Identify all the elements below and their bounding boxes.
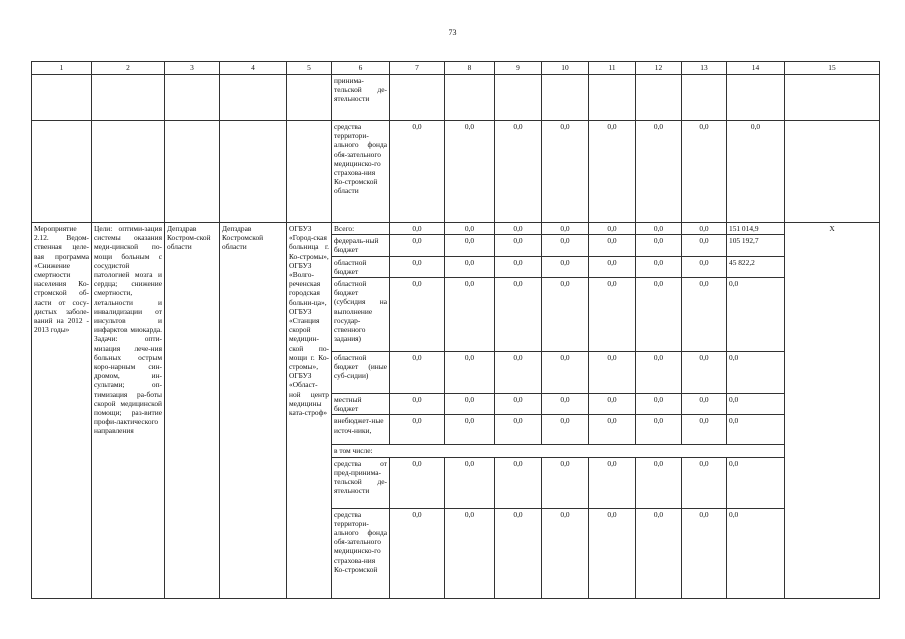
row-label: местный бюджет xyxy=(332,394,390,415)
cell-value: 0,0 xyxy=(542,278,589,352)
cell-value: 0,0 xyxy=(636,415,682,445)
column-header-2: 2 xyxy=(92,62,165,75)
cell-value: 0,0 xyxy=(589,256,636,277)
column-header-1: 1 xyxy=(32,62,92,75)
cell-value: 0,0 xyxy=(727,394,785,415)
measure-col2: Цели: оптими-зация системы оказания меди-цинской по-мощи больным с сосудистой патологией мозга и сердца; снижение смертности, летальности и инвалидизации от инсультов и инфарктов миокарда. Задачи: опти-мизация лече-ния больных острым коро-нарным син-дромом, ин-сультами; оп-тимизация ра-боты скорой медицинской помощи; раз-витие профи-лактического направления xyxy=(92,223,165,599)
cell-value: 0,0 xyxy=(495,235,542,256)
cell-value: 0,0 xyxy=(445,223,495,235)
row-label: областной бюджет xyxy=(332,256,390,277)
cell-value: 0,0 xyxy=(727,457,785,508)
cell-value: 0,0 xyxy=(495,508,542,598)
row-label: средства от пред-принима-тельской де-ятельности xyxy=(332,457,390,508)
cell-value: 0,0 xyxy=(682,256,727,277)
cell-value: 0,0 xyxy=(636,508,682,598)
cell-value: 0,0 xyxy=(589,394,636,415)
cell-value: 0,0 xyxy=(589,415,636,445)
cell-value: 0,0 xyxy=(495,223,542,235)
cell-value: 0,0 xyxy=(589,223,636,235)
cell-value: 0,0 xyxy=(636,394,682,415)
column-header-12: 12 xyxy=(636,62,682,75)
row-label: Всего: xyxy=(332,223,390,235)
cell-value: 0,0 xyxy=(445,352,495,394)
cell-value: 0,0 xyxy=(636,352,682,394)
row-label: в том числе: xyxy=(332,445,785,457)
cell-value: 0,0 xyxy=(390,352,445,394)
cell-value: 0,0 xyxy=(445,394,495,415)
cell-value: 0,0 xyxy=(589,457,636,508)
cell-value: 0,0 xyxy=(495,415,542,445)
cell-value: 0,0 xyxy=(445,415,495,445)
cell-value: 0,0 xyxy=(542,121,589,223)
cell-value: 0,0 xyxy=(495,278,542,352)
cell-value: 0,0 xyxy=(542,223,589,235)
cell-value: 0,0 xyxy=(495,256,542,277)
column-header-3: 3 xyxy=(165,62,220,75)
cell-value: 151 014,9 xyxy=(727,223,785,235)
cell-value: 105 192,7 xyxy=(727,235,785,256)
measure-col1: Мероприятие 2.12. Ведом-ственная целе-вая программа «Снижение смертности населения Ко-стромской об-ласти от сосу-дистых заболе-ваний на 2012 - 2013 годы» xyxy=(32,223,92,599)
cell-value: 0,0 xyxy=(390,235,445,256)
cell-value: 0,0 xyxy=(727,415,785,445)
cell-value: 0,0 xyxy=(542,457,589,508)
column-header-6: 6 xyxy=(332,62,390,75)
measure-col4: Депздрав Костромской области xyxy=(220,223,287,599)
cell-value: 0,0 xyxy=(727,352,785,394)
cell-value: 0,0 xyxy=(542,415,589,445)
cell-value: 0,0 xyxy=(636,457,682,508)
cell-value: 0,0 xyxy=(727,121,785,223)
cell-value: 0,0 xyxy=(589,352,636,394)
cell-value: 0,0 xyxy=(495,121,542,223)
column-header-11: 11 xyxy=(589,62,636,75)
table-row xyxy=(32,75,880,121)
cell-value: 0,0 xyxy=(636,235,682,256)
cell-value: 0,0 xyxy=(495,457,542,508)
cell-value: 0,0 xyxy=(682,235,727,256)
row-label: областной бюджет (иные суб-сидии) xyxy=(332,352,390,394)
cell-value: 0,0 xyxy=(542,256,589,277)
page-number: 73 xyxy=(448,28,457,37)
cell-value: 0,0 xyxy=(727,278,785,352)
cell-value: 0,0 xyxy=(682,121,727,223)
measure-col5: ОГБУЗ «Город-ская больница г. Ко-стромы», ОГБУЗ «Волго-реченская городская больни-ца», ОГБУЗ «Станция скорой медицин-ской по-мощи г. Ко-стромы», ОГБУЗ «Област-ной центр медицины ката-строф» xyxy=(287,223,332,599)
table-row xyxy=(32,223,880,235)
column-header-13: 13 xyxy=(682,62,727,75)
measure-col15: X xyxy=(785,223,880,599)
cell-value: 0,0 xyxy=(542,352,589,394)
cell-value: 0,0 xyxy=(390,457,445,508)
cell-value: 0,0 xyxy=(390,394,445,415)
column-header-7: 7 xyxy=(390,62,445,75)
header-row xyxy=(32,62,880,75)
column-header-4: 4 xyxy=(220,62,287,75)
row-label: областной бюджет (субсидия на выполнение государ-ственного задания) xyxy=(332,278,390,352)
table-row xyxy=(32,121,880,223)
cell-value: 0,0 xyxy=(636,256,682,277)
column-header-14: 14 xyxy=(727,62,785,75)
cell-value: 0,0 xyxy=(445,256,495,277)
cell-value: 0,0 xyxy=(682,278,727,352)
cell-value: 0,0 xyxy=(682,457,727,508)
column-header-8: 8 xyxy=(445,62,495,75)
cell-value: 0,0 xyxy=(589,121,636,223)
row-label: средства территори-ального фонда обя-зательного медицинско-го страхова-ния Ко-стромской области xyxy=(332,121,390,223)
cell-value: 0,0 xyxy=(445,278,495,352)
cell-value: 0,0 xyxy=(542,235,589,256)
cell-value: 45 822,2 xyxy=(727,256,785,277)
row-label: федераль-ный бюджет xyxy=(332,235,390,256)
cell-value: 0,0 xyxy=(390,278,445,352)
cell-value: 0,0 xyxy=(682,508,727,598)
cell-value: 0,0 xyxy=(390,508,445,598)
column-header-9: 9 xyxy=(495,62,542,75)
cell-value: 0,0 xyxy=(682,352,727,394)
measure-col3: Депздрав Костром-ской области xyxy=(165,223,220,599)
cell-value: 0,0 xyxy=(682,415,727,445)
cell-value: 0,0 xyxy=(682,394,727,415)
column-header-15: 15 xyxy=(785,62,880,75)
cell-value: 0,0 xyxy=(636,121,682,223)
cell-value: 0,0 xyxy=(495,394,542,415)
cell-value: 0,0 xyxy=(445,508,495,598)
cell-value: 0,0 xyxy=(636,278,682,352)
cell-value: 0,0 xyxy=(682,223,727,235)
cell-value: 0,0 xyxy=(542,394,589,415)
cell-value: 0,0 xyxy=(390,223,445,235)
cell-value: 0,0 xyxy=(390,256,445,277)
cell-value: 0,0 xyxy=(445,457,495,508)
column-header-5: 5 xyxy=(287,62,332,75)
cell-value: 0,0 xyxy=(495,352,542,394)
cell-value: 0,0 xyxy=(390,415,445,445)
cell-value: 0,0 xyxy=(589,235,636,256)
cell-value: 0,0 xyxy=(445,235,495,256)
row-label: средства территори-ального фонда обя-зательного медицинско-го страхова-ния Ко-стромской xyxy=(332,508,390,598)
cell-value: 0,0 xyxy=(589,278,636,352)
program-table xyxy=(31,61,880,599)
cell-value: 0,0 xyxy=(636,223,682,235)
row-label: внебюджет-ные источ-ники, xyxy=(332,415,390,445)
cell-value: 0,0 xyxy=(589,508,636,598)
row-label: принима-тельской де-ятельности xyxy=(332,75,390,121)
cell-value: 0,0 xyxy=(445,121,495,223)
cell-value: 0,0 xyxy=(727,508,785,598)
cell-value: 0,0 xyxy=(542,508,589,598)
column-header-10: 10 xyxy=(542,62,589,75)
cell-value: 0,0 xyxy=(390,121,445,223)
